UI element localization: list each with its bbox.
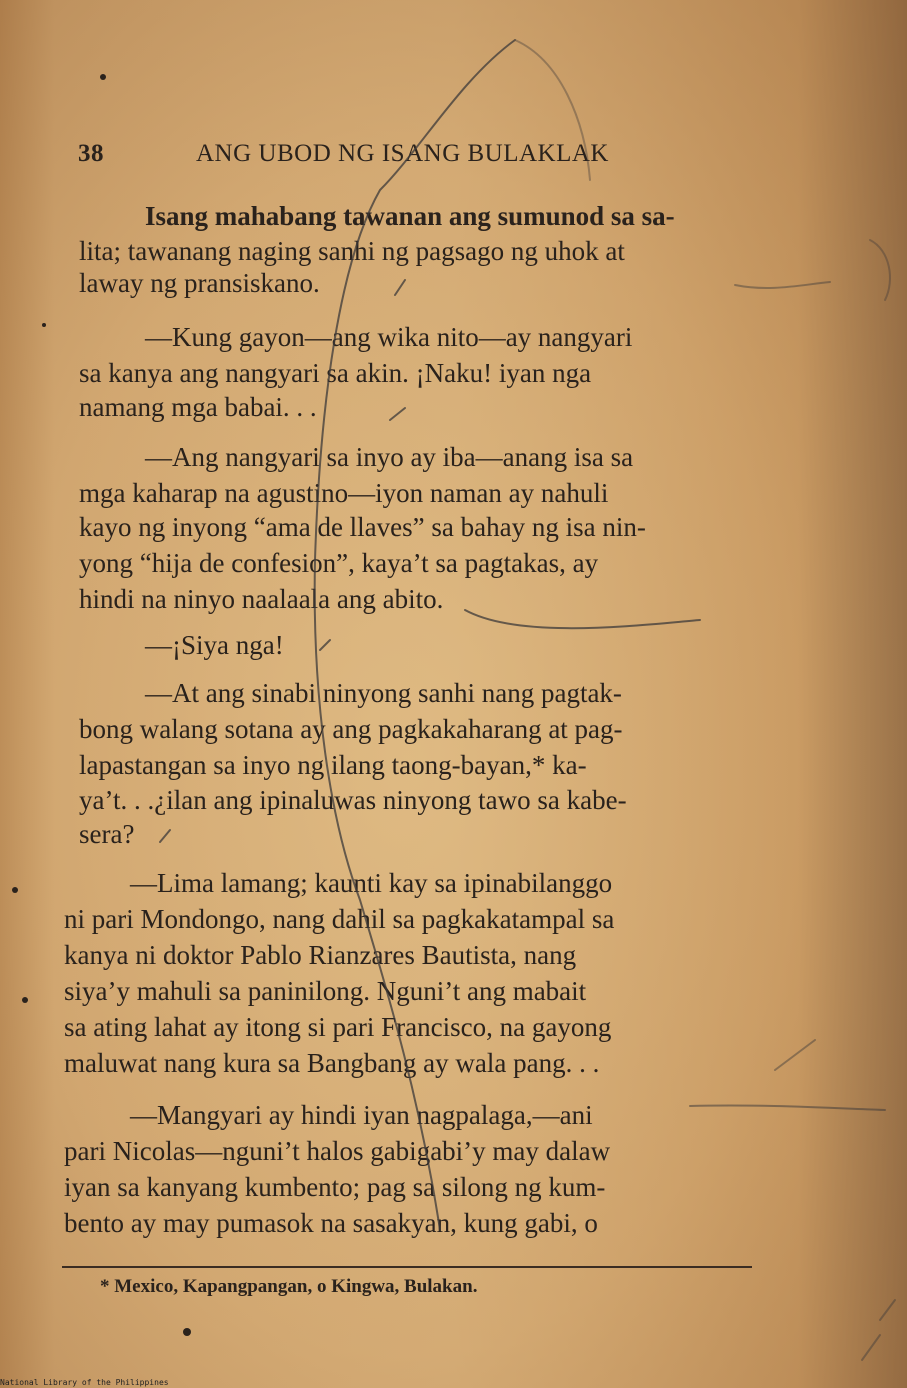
page-number: 38	[78, 140, 104, 167]
text-line: sa ating lahat ay itong si pari Francisco, na gayong	[64, 1012, 612, 1042]
library-credit: National Library of the Philippines	[0, 1378, 169, 1387]
text-line: ya’t. . .¿ilan ang ipinaluwas ninyong tawo sa kabe-	[79, 785, 627, 815]
text-line: iyan sa kanyang kumbento; pag sa silong ng kum-	[64, 1172, 606, 1202]
text-line: sera?	[79, 819, 135, 849]
text-line: —Mangyari ay hindi iyan nagpalaga,—ani	[130, 1100, 593, 1130]
text-line: bento ay may pumasok na sasakyan, kung gabi, o	[64, 1208, 598, 1238]
text-line: kayo ng inyong “ama de llaves” sa bahay ng isa nin-	[79, 512, 646, 542]
text-line: —¡Siya nga!	[145, 630, 284, 660]
text-line: lapastangan sa inyo ng ilang taong-bayan,* ka-	[79, 750, 587, 780]
text-line: —Lima lamang; kaunti kay sa ipinabilanggo	[130, 868, 613, 898]
running-title: ANG UBOD NG ISANG BULAKLAK	[196, 140, 609, 167]
text-line: laway ng pransiskano.	[79, 268, 320, 298]
text-line: bong walang sotana ay ang pagkakaharang at pag-	[79, 714, 623, 744]
text-line: hindi na ninyo naalaala ang abito.	[79, 584, 444, 614]
text-line: —At ang sinabi ninyong sanhi nang pagtak-	[145, 678, 622, 708]
text-line: namang mga babai. . .	[79, 392, 317, 422]
text-line: ni pari Mondongo, nang dahil sa pagkakatampal sa	[64, 904, 615, 934]
text-line: lita; tawanang naging sanhi ng pagsago ng uhok at	[79, 236, 625, 266]
text-line: siya’y mahuli sa paninilong. Nguni’t ang mabait	[64, 976, 587, 1006]
footnote: * Mexico, Kapangpangan, o Kingwa, Bulakan.	[100, 1276, 478, 1297]
text-line: Isang mahabang tawanan ang sumunod sa sa-	[145, 201, 675, 231]
text-line: maluwat nang kura sa Bangbang ay wala pang. . .	[64, 1048, 600, 1078]
text-line: kanya ni doktor Pablo Rianzares Bautista, nang	[64, 940, 577, 970]
text-line: pari Nicolas—nguni’t halos gabigabi’y may dalaw	[64, 1136, 611, 1166]
text-line: —Ang nangyari sa inyo ay iba—anang isa sa	[145, 442, 634, 472]
text-line: yong “hija de confesion”, kaya’t sa pagtakas, ay	[79, 548, 599, 578]
text-line: mga kaharap na agustino—iyon naman ay nahuli	[79, 478, 609, 508]
text-line: sa kanya ang nangyari sa akin. ¡Naku! iyan nga	[79, 358, 592, 388]
text-line: —Kung gayon—ang wika nito—ay nangyari	[145, 322, 633, 352]
